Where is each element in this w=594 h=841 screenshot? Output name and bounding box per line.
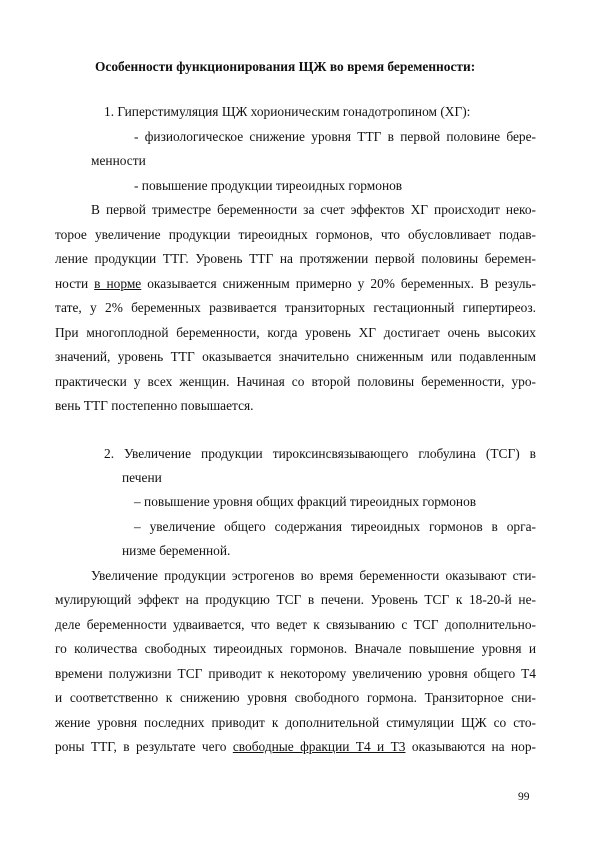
text-segment: ности — [55, 276, 95, 291]
section1-paragraph-line: торое увеличение продукции тиреоидных гормонов, что обусловливает подав- — [55, 227, 536, 242]
section1-paragraph-line: В первой триместре беременности за счет эффектов ХГ происходит неко- — [91, 202, 536, 217]
section1-bullet1-line2: менности — [91, 153, 146, 168]
section2-paragraph-line: жение уровня последних приводит к дополнительной стимуляции ЩЖ со сто- — [55, 715, 536, 730]
section1-paragraph-line: При многоплодной беременности, когда уровень ХГ достигает очень высоких — [55, 325, 536, 340]
free-fractions-link[interactable]: свободные фракции Т4 и Т3 — [232, 739, 406, 754]
page-number: 99 — [518, 791, 530, 803]
section2-paragraph-line: го количества свободных тиреоидных гормонов. Вначале повышение уровня и — [55, 641, 536, 656]
section1-paragraph-line: тате, у 2% беременных развивается транзиторных гестационный гипертиреоз. — [55, 300, 536, 315]
section1-paragraph-line: вень ТТГ постепенно повышается. — [55, 398, 254, 413]
section1-paragraph-line — [55, 276, 536, 292]
section1-heading: 1. Гиперстимуляция ЩЖ хорионическим гонадотропином (ХГ): — [104, 104, 471, 119]
section1-paragraph-line: ление продукции ТТГ. Уровень ТТГ на протяжении первой половины беремен- — [55, 251, 536, 266]
section1-bullet1-line1: - физиологическое снижение уровня ТТГ в первой половине бере- — [134, 129, 536, 144]
section2-paragraph-line: мулирующий эффект на продукцию ТСГ в печени. Уровень ТСГ к 18-20-й не- — [55, 592, 536, 607]
text-segment: роны ТТГ, в результате чего — [55, 739, 233, 754]
section2-paragraph-line: деле беременности удваивается, что ведет к связыванию с ТСГ дополнительно- — [55, 617, 536, 632]
section2-paragraph-line — [55, 739, 536, 755]
norm-link[interactable]: в норме — [94, 276, 142, 291]
section2-paragraph-line: Увеличение продукции эстрогенов во время беременности оказывают сти- — [91, 568, 536, 583]
section2-heading-line2: печени — [122, 470, 162, 485]
page-title: Особенности функционирования ЩЖ во время беременности: — [95, 59, 476, 74]
section2-paragraph-line: и соответственно к снижению уровня свободного гормона. Транзиторное сни- — [55, 690, 536, 705]
text-segment: оказываются на нор- — [405, 739, 536, 754]
section2-bullet1: – повышение уровня общих фракций тиреоидных гормонов — [134, 494, 477, 509]
text-segment: оказывается сниженным примерно у 20% беременных. В резуль- — [141, 276, 536, 291]
section1-paragraph-line: значений, уровень ТТГ оказывается значительно сниженным или подавленным — [55, 349, 536, 364]
section2-heading-line1: 2. Увеличение продукции тироксинсвязывающего глобулина (ТСГ) в — [104, 446, 536, 461]
section2-bullet2-line1: – увеличение общего содержания тиреоидных гормонов в орга- — [134, 519, 536, 534]
section1-bullet2: - повышение продукции тиреоидных гормонов — [134, 178, 403, 193]
section2-paragraph-line: времени полужизни ТСГ приводит к некоторому увеличению уровня общего Т4 — [55, 666, 536, 681]
section1-paragraph-line: практически у всех женщин. Начиная со второй половины беременности, уро- — [55, 374, 536, 389]
section2-bullet2-line2: низме беременной. — [122, 543, 231, 558]
